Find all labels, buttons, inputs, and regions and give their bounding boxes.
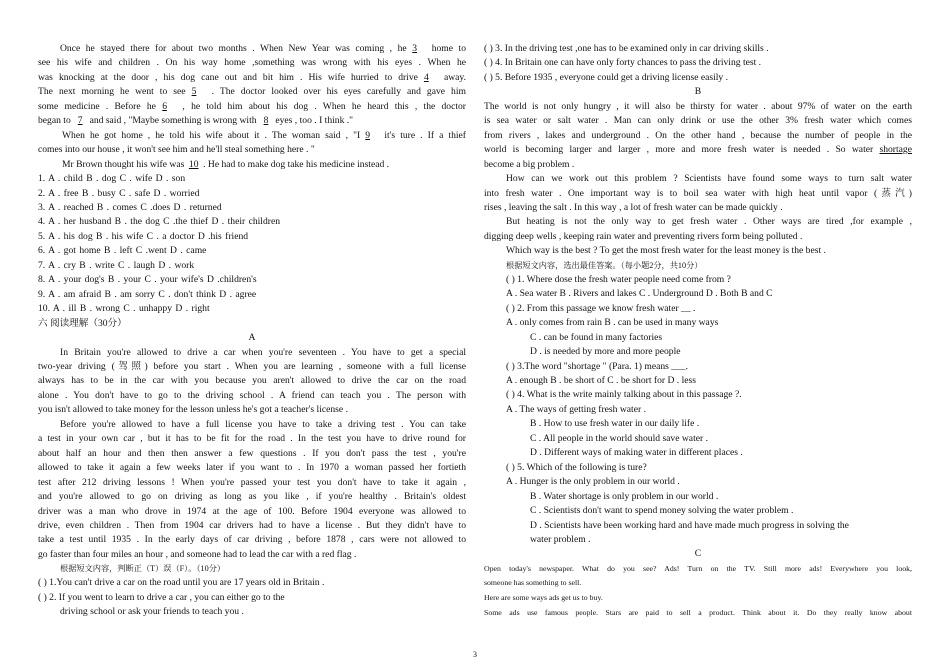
option: B . How to use fresh water in our daily life . xyxy=(530,418,700,430)
option: C . can be found in many factories xyxy=(530,331,663,343)
text-line: become a big problem . xyxy=(484,158,575,170)
question: ( ) 2. From this passage we know fresh water __ . xyxy=(506,302,696,314)
text-line: driver was a man who drove in 1974 at the age of 100. Before 1904 everyone was allowed to xyxy=(38,505,466,517)
text-line: Open today's newspaper. What do you see? Ads! Turn on the TV. Still more ads! Everywhere you look, xyxy=(484,563,912,573)
text-line: began to 7 and said , "Maybe something is wrong with 8 eyes , too . I think ." xyxy=(38,114,466,128)
text-line: Some ads use famous people. Stars are paid to sell a product. Think about it. Do they really know about xyxy=(484,607,912,617)
text-line: Which way is the best ? To get the most fresh water for the least money is the best . xyxy=(506,245,826,257)
text-line: two-year driving (驾照) before you start . When you are learning , someone with a full license xyxy=(38,360,466,372)
question: ( ) 1. Where dose the fresh water people need come from ? xyxy=(506,273,731,285)
option: B . Water shortage is only problem in our world . xyxy=(530,490,719,502)
option: D . is needed by more and more people xyxy=(530,346,681,358)
page-number: 3 xyxy=(473,650,477,659)
option: A . enough B . be short of C . be short for D . less xyxy=(506,374,696,386)
text-line: How can we work out this problem ? Scientists have found some ways to turn salt water xyxy=(506,173,912,185)
question: ( ) 4. What is the write mainly talking about in this passage ?. xyxy=(506,389,742,401)
tf-item-continued: driving school or ask your friends to teach you . xyxy=(60,606,244,618)
passage-a-label: A xyxy=(248,332,256,344)
blank-answer: 6 xyxy=(162,100,167,112)
cloze-passage xyxy=(38,42,466,172)
text-line: about half an hour and then then answer a few questions . If you don't pass the test , you're xyxy=(38,447,466,459)
text-line: allowed to take it again a few weeks later if you want to . In 1970 a woman passed her fortieth xyxy=(38,462,466,474)
tf-item: ( ) 4. In Britain one can have only forty chances to pass the driving test . xyxy=(484,57,762,69)
tf-item: ( ) 5. Before 1935 , everyone could get a driving license easily . xyxy=(484,71,729,83)
text-line: go faster than four miles an hour , and someone had to lead the car with a red flag . xyxy=(38,548,357,560)
blank-answer: 8 xyxy=(263,115,269,127)
option: C . Scientists don't want to spend money solving the water problem . xyxy=(530,505,794,517)
tf-item: ( ) 3. In the driving test ,one has to be examined only in car driving skills . xyxy=(484,43,769,54)
option-row: 8. A . your dog's B . your C . your wife's D .children's xyxy=(38,274,257,286)
text-line: The next morning he went to see 5 . The doctor looked over his eyes carefully and gave him xyxy=(38,85,466,99)
option: D . Different ways of making water in different places . xyxy=(530,447,743,459)
tf-item: ( ) 2. If you went to learn to drive a car , you can either go to the xyxy=(38,591,285,603)
passage-c-label: C xyxy=(694,548,702,560)
text-line: Mr Brown thought his wife was 10 . He had to make dog take his medicine instead . xyxy=(38,158,466,172)
blank-answer: 10 xyxy=(188,158,199,170)
blank-answer: 9 xyxy=(365,129,371,141)
option-row: 7. A . cry B . write C . laugh D . work xyxy=(38,259,195,271)
text-line: The world is not only hungry , it will also be thirsty for water . about 97% of water on the earth xyxy=(484,100,912,112)
text-line: some medicine . Before he 6 , he told him about his dog . When he heard this , the doctor xyxy=(38,100,466,114)
option: A . The ways of getting fresh water . xyxy=(506,403,646,415)
text-line: into fresh water . One important way is to boil sea water with high heat until vapor (蒸汽) xyxy=(484,187,912,199)
option-row: 5. A . his dog B . his wife C . a doctor D .his friend xyxy=(38,230,249,242)
option-continued: water problem . xyxy=(530,533,591,545)
option: D . Scientists have been working hard and have made much progress in solving the xyxy=(530,519,849,531)
mc-questions xyxy=(484,273,912,548)
section-title: 六 阅读理解（30分） xyxy=(38,317,127,329)
underlined-word: shortage xyxy=(879,144,912,156)
right-column xyxy=(484,42,912,620)
text-line: always has to be in the car with you because you aren't allowed to drive the car on the road xyxy=(38,375,466,387)
question: ( ) 5. Which of the following is ture? xyxy=(506,461,647,473)
text-line: drive, even children . Then from 1904 car drivers had to have a license . But they didn't have to xyxy=(38,519,466,531)
text-line: Here are some ways ads get us to buy. xyxy=(484,593,603,603)
text-line: see his wife and children . On his way home ,something was wrong with his eyes . When he xyxy=(38,57,466,69)
mc-instruction: 根据短文内容，选出最佳答案。（每小题2分，共10分） xyxy=(506,260,703,270)
text-line: take a test until 1935 . In the early days of car driving , before 1878 , cars were not allowed to xyxy=(38,534,466,546)
text-line: comes into our house , it won't see him and he'll steal something here . " xyxy=(38,144,315,156)
option-row: 2. A . free B . busy C . safe D . worried xyxy=(38,187,200,199)
text-line: world is becoming larger and larger , more and more fresh water is needed . So water shortage xyxy=(484,144,912,156)
blank-answer: 5 xyxy=(191,86,197,98)
blank-answer: 7 xyxy=(77,115,83,127)
option-row: 1. A . child B . dog C . wife D . son xyxy=(38,173,186,185)
passage-a xyxy=(38,346,466,563)
blank-answer: 3 xyxy=(412,43,417,54)
text-line: Before you're allowed to have a full license you have to take a driving test . You can take xyxy=(60,418,466,430)
text-line: digging deep wells , keeping rain water and preventing rivers form being polluted . xyxy=(484,230,803,242)
option-row: 9. A . am afraid B . am sorry C . don't think D . agree xyxy=(38,288,257,300)
passage-b-label: B xyxy=(694,86,702,98)
text-line: alone . You don't have to go to the driving school . A friend can teach you . The person with xyxy=(38,389,466,401)
tf-instruction: 根据短文内容，判断正（T）误（F）。（10分） xyxy=(60,564,226,574)
text-line: But heating is not the only way to get fresh water . Other ways are tired ,for example , xyxy=(506,216,912,228)
text-line: test after 212 driving lessons ! When you're passed your test you don't have to take it again , xyxy=(38,476,466,488)
question: ( ) 3.The word "shortage " (Para. 1) means ___. xyxy=(506,360,689,372)
option: C . All people in the world should save water . xyxy=(530,432,708,444)
text-line: In Britain you're allowed to drive a car when you're seventeen . You have to get a special xyxy=(60,346,466,358)
text-line: and you're allowed to go on driving as long as you like , if you're healthy . Britain's oldest xyxy=(38,491,466,503)
option-row: 3. A . reached B . comes C .does D . returned xyxy=(38,201,222,213)
option-row: 4. A . her husband B . the dog C .the thief D . their children xyxy=(38,216,281,228)
text-line: from rivers , lakes and underground . On the other hand , because the number of people in the xyxy=(484,129,912,141)
blank-answer: 4 xyxy=(423,71,429,83)
passage-c xyxy=(484,562,912,620)
option-row: 6. A . got home B . left C .went D . came xyxy=(38,245,207,257)
left-column xyxy=(38,42,466,620)
option-row: 10. A . ill B . wrong C . unhappy D . right xyxy=(38,303,210,315)
tf-item: ( ) 1.You can't drive a car on the road until you are 17 years old in Britain . xyxy=(38,577,325,589)
passage-b xyxy=(484,100,912,259)
option: A . Sea water B . Rivers and lakes C . Underground D . Both B and C xyxy=(506,288,773,300)
option: A . only comes from rain B . can be used in many ways xyxy=(506,317,719,329)
text-line: Once he stayed there for about two months . When New Year was coming , he 3 home to xyxy=(38,42,466,56)
text-line: is sea water or salt water . Man can only drink or use the other 3% fresh water which comes xyxy=(484,115,912,127)
text-line: was knocking at the door , his dog cane out and bit him . His wife hurried to drive 4 away. xyxy=(38,71,466,85)
text-line: a test in your own car , but it has to be fit for the road . In the test you have to drive round for xyxy=(38,433,466,445)
option: A . Hunger is the only problem in our world . xyxy=(506,476,680,488)
cloze-options xyxy=(38,172,466,317)
text-line: rises , leaving the salt . In this way , a lot of fresh water can be made quickly . xyxy=(484,201,783,213)
text-line: When he got home , he told his wife about it . The woman said , "I 9 it's ture . If a thief xyxy=(38,129,466,143)
text-line: you isn't allowed to take money for the lesson unless he's got a teacher's license . xyxy=(38,404,348,416)
text-line: someone has something to sell. xyxy=(484,578,582,588)
